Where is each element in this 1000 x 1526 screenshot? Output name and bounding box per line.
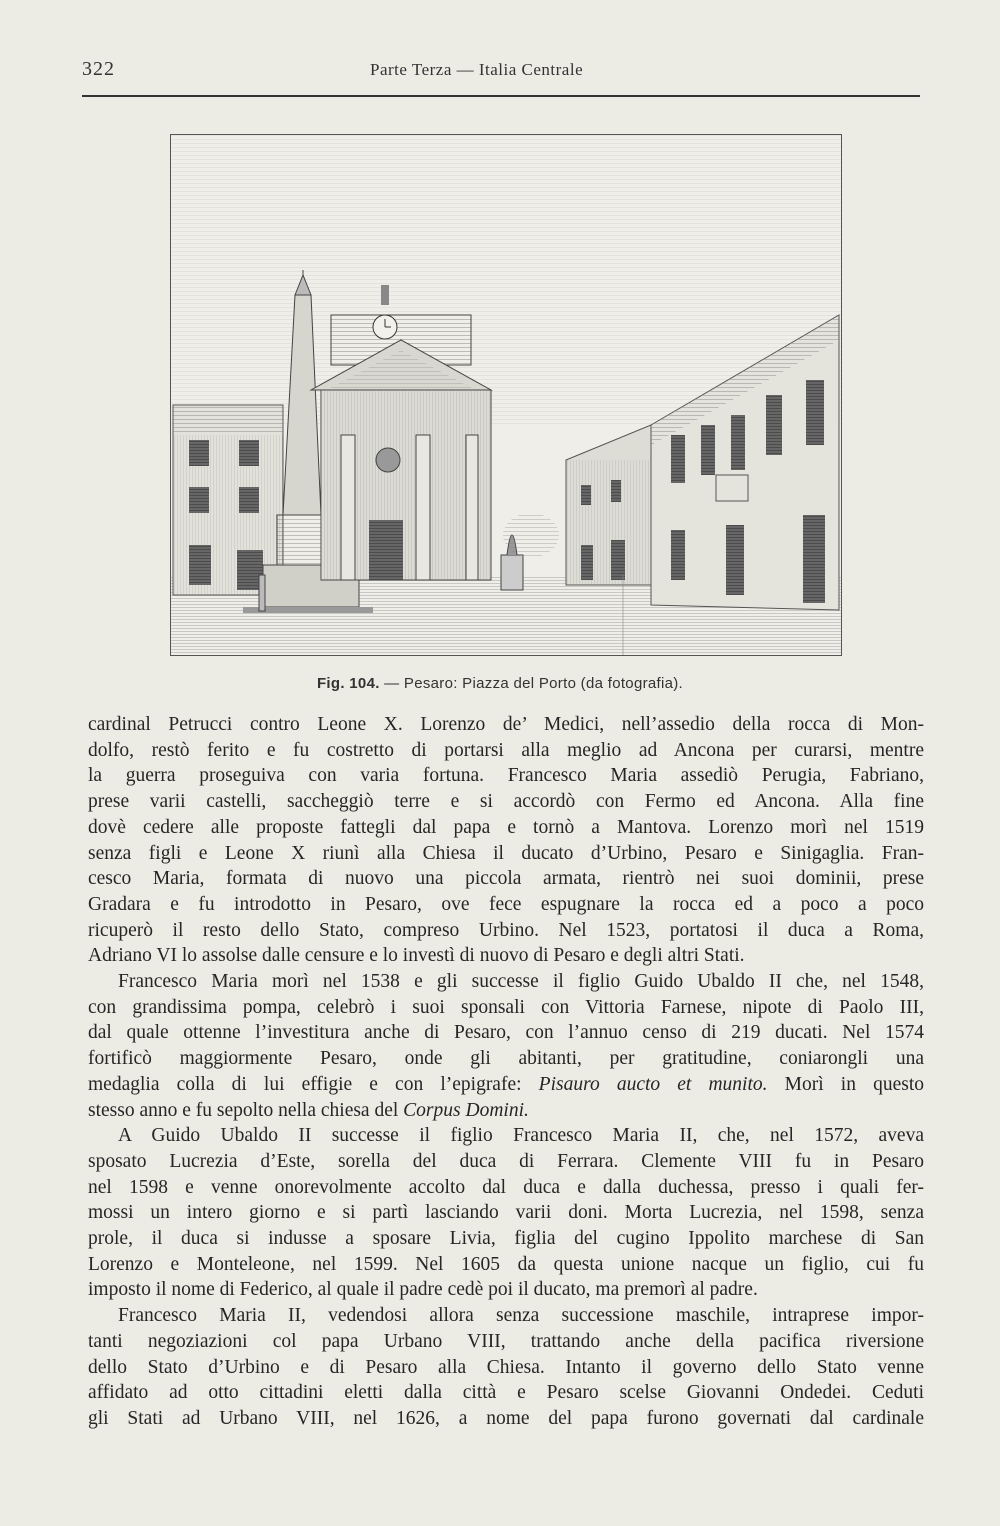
page-header [82,58,920,92]
text-line: Lorenzo e Monteleone, nel 1599. Nel 1605 da questa unione nacque un figlio, cui fu [88,1253,924,1275]
text-line: prese varii castelli, saccheggiò terre e si accordò con Fermo ed Ancona. Alla fine [88,791,924,813]
text-line: con grandissima pompa, celebrò i suoi sponsali con Vittoria Farnese, nipote di Paolo III, [88,996,924,1018]
paragraph-start: Francesco Maria II, vedendosi allora senza successione maschile, intraprese impor- [118,1305,924,1327]
figure-caption-text: — Pesaro: Piazza del Porto (da fotografia). [379,675,684,692]
text-line: senza figli e Leone X riunì alla Chiesa il ducato d’Urbino, Pesaro e Sinigaglia. Fran- [88,842,924,864]
text-line: imposto il nome di Federico, al quale il padre cedè poi il ducato, ma premorì al padre. [88,1279,758,1301]
figure-label: Fig. 104. [316,675,380,692]
text-line: nel 1598 e venne onorevolmente accolto dal duca e dalla duchessa, presso i quali fer- [88,1176,924,1198]
text-line: dovè cedere alle proposte fattegli dal papa e tornò a Mantova. Lorenzo morì nel 1519 [88,816,924,838]
paragraph-start: Francesco Maria morì nel 1538 e gli successe il figlio Guido Ubaldo II che, nel 1548, [118,971,924,993]
text-line: gli Stati ad Urbano VIII, nel 1626, a nome del papa furono governati dal cardinale [88,1407,924,1429]
header-rule [82,95,920,97]
body-text [88,712,924,1432]
text-line: ricuperò il resto dello Stato, compreso Urbino. Nel 1523, portatosi il duca a Roma, [88,919,924,941]
text-line: mossi un intero giorno e si partì lasciando varii doni. Morta Lucrezia, nel 1598, senza [88,1202,924,1224]
text-fragment: Morì in questo [767,1073,924,1095]
text-line: affidato ad otto cittadini eletti dalla città e Pesaro scelse Giovanni Ondedei. Ceduti [88,1382,924,1404]
text-line-church [88,1098,924,1124]
text-line: Adriano VI lo assolse dalle censure e lo investì di nuovo di Pesaro e degli altri Stati. [88,945,745,967]
text-line: sposato Lucrezia d’Este, sorella del duca di Ferrara. Clemente VIII fu in Pesaro [88,1150,924,1172]
text-line: fortificò maggiormente Pesaro, onde gli abitanti, per gratitudine, coniarongli una [88,1048,924,1070]
page-number: 322 [82,58,115,80]
text-line: prole, il duca si indusse a sposare Livia, figlia del cugino Ippolito marchese di San [88,1228,924,1250]
text-fragment: stesso anno e fu sepolto nella chiesa del [88,1099,399,1121]
text-fragment: medaglia colla di lui effigie e con l’epigrafe: [88,1073,522,1095]
text-line: dal quale ottenne l’investitura anche di Pesaro, con l’annuo censo di 219 ducati. Nel 1574 [88,1022,924,1044]
engraving-pesaro-piazza [171,135,841,655]
text-line: Gradara e fu introdotto in Pesaro, ove fece espugnare la rocca ed a poco a poco [88,893,924,915]
epigraph-italic: Pisauro aucto et munito. [538,1073,768,1095]
figure-illustration [170,134,842,656]
running-head: Parte Terza — Italia Centrale [370,60,584,79]
figure-caption [0,675,1000,692]
text-line: dello Stato d’Urbino e di Pesaro alla Chiesa. Intanto il governo dello Stato venne [88,1356,924,1378]
text-line-epigraph [88,1072,924,1098]
text-line: la guerra proseguiva con varia fortuna. Francesco Maria assediò Perugia, Fabriano, [88,765,924,787]
text-line: tanti negoziazioni col papa Urbano VIII, trattando anche della pacifica riversione [88,1330,924,1352]
paragraph-start: A Guido Ubaldo II successe il figlio Francesco Maria II, che, nel 1572, aveva [118,1125,924,1147]
text-line: cesco Maria, formata di nuovo una piccola armata, rientrò nei suoi dominii, prese [88,868,924,890]
text-line: dolfo, restò ferito e fu costretto di portarsi alla meglio ad Ancona per curarsi, mentre [88,739,924,761]
church-name-italic: Corpus Domini. [403,1099,529,1121]
text-line: cardinal Petrucci contro Leone X. Lorenzo de’ Medici, nell’assedio della rocca di Mon- [88,714,924,735]
